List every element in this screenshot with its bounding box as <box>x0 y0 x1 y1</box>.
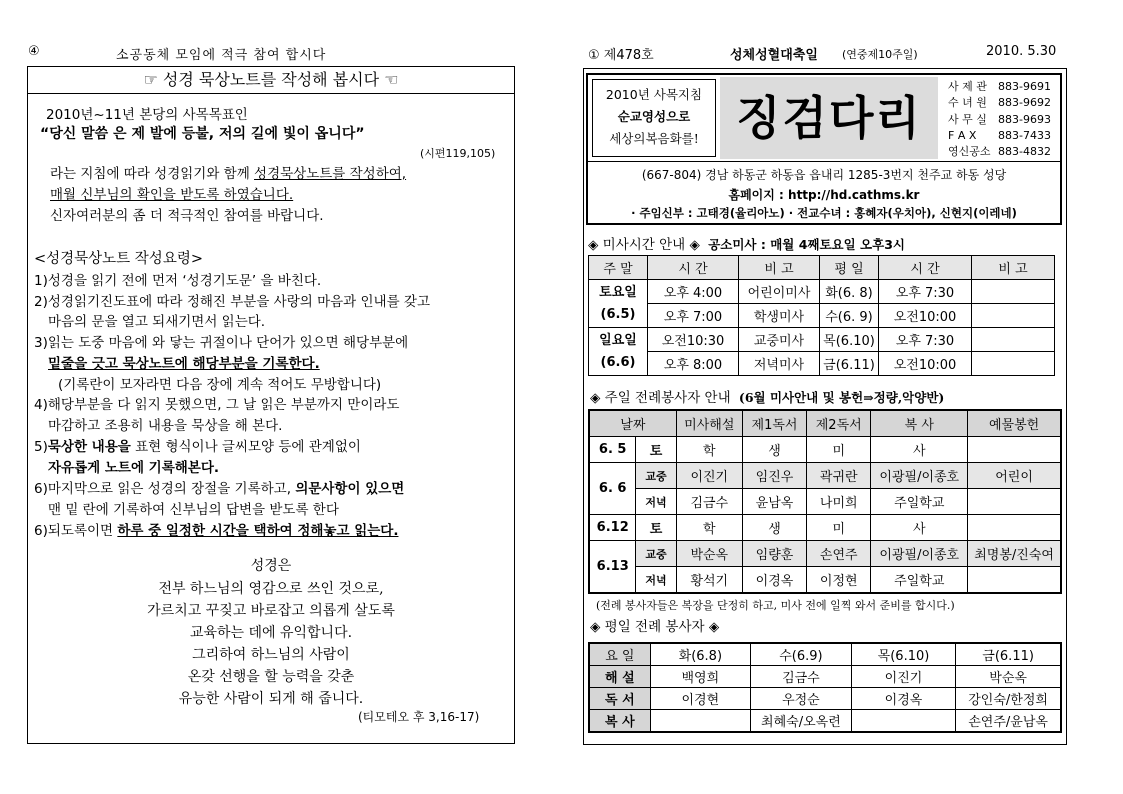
table-cell: 손연주/윤남옥 <box>956 710 1061 733</box>
table-cell: 임진우 <box>742 463 806 489</box>
table-cell: 강인숙/한정희 <box>956 688 1061 710</box>
church-address: (667-804) 경남 하동군 하동읍 읍내리 1285-3번지 천주교 하동 성당 <box>641 168 1007 182</box>
table-cell: 시 간 <box>879 256 972 280</box>
pastoral-motto: 2010년 사목지침 순교영성으로 세상의복음화를! <box>592 79 716 157</box>
table-cell: 이진기 <box>676 463 742 489</box>
table-cell: 최혜숙/오옥련 <box>751 710 852 733</box>
table-cell: 생 <box>742 437 806 463</box>
table-cell: 박순옥 <box>676 541 742 567</box>
intro-line: 신자여러분의 좀 더 적극적인 참여를 바랍니다. <box>50 208 324 224</box>
table-cell: 오전10:00 <box>879 304 972 328</box>
mass-day-cell: 토요일 (6.5) <box>589 280 648 328</box>
table-cell: 오후 4:00 <box>648 280 739 304</box>
table-cell: 화(6.8) <box>650 643 750 666</box>
issue-number: ① 제478호 <box>588 48 654 63</box>
guide-item: 밑줄을 긋고 묵상노트에 해당부분을 기록한다. <box>48 356 320 372</box>
duty-footnote: (전례 봉사자들은 복장을 단정히 하고, 미사 전에 일찍 와서 준비를 합시다.) <box>596 599 955 612</box>
table-cell: 시 간 <box>648 256 739 280</box>
contact-field: 883-4832 <box>998 145 1051 159</box>
table-cell: 임량훈 <box>742 541 806 567</box>
scripture-title: 성경은 <box>250 558 292 574</box>
table-cell: 금(6.11) <box>956 643 1061 666</box>
table-cell: 곽귀란 <box>807 463 871 489</box>
table-cell: 학 <box>676 515 742 541</box>
table-cell: 복 사 <box>871 410 968 437</box>
table-cell: 오후 8:00 <box>648 352 739 376</box>
left-page-header <box>28 44 518 62</box>
table-cell: 제2독서 <box>807 410 871 437</box>
table-cell: 미 <box>807 515 871 541</box>
intro-line: 2010년~11년 본당의 사목목표인 <box>46 107 248 123</box>
intro-line: 매월 신부님의 확인을 받도록 하였습니다. <box>50 187 294 203</box>
table-cell: 백영희 <box>650 666 750 688</box>
table-cell: 이진기 <box>851 666 955 688</box>
table-cell: 이경옥 <box>742 567 806 594</box>
guide-item: 1)성경을 읽기 전에 먼저 ‘성경기도문’ 을 바친다. <box>34 273 322 289</box>
guide-item: 마음의 문을 열고 되새기면서 읽는다. <box>48 314 266 330</box>
table-cell: 독 서 <box>589 688 650 710</box>
table-cell: 나미희 <box>807 489 871 515</box>
scripture-line: 유능한 사람이 되게 해 줍니다. <box>178 691 364 707</box>
table-cell: 김금수 <box>676 489 742 515</box>
table-cell: 요 일 <box>589 643 650 666</box>
table-cell: 학생미사 <box>739 304 820 328</box>
table-cell: 해 설 <box>589 666 650 688</box>
table-cell: 오후 7:30 <box>879 280 972 304</box>
table-cell: 어린이 <box>968 463 1061 489</box>
table-cell: 교중 <box>636 541 676 567</box>
intro-line: 라는 지침에 따라 성경읽기와 함께 성경묵상노트를 작성하여, <box>50 166 407 182</box>
contact-field: F A X <box>948 128 977 142</box>
table-cell: 윤남옥 <box>742 489 806 515</box>
table-cell: 학 <box>676 437 742 463</box>
table-cell: 수(6.9) <box>751 643 852 666</box>
table-cell: 목(6.10) <box>851 643 955 666</box>
table-cell: 오후 7:00 <box>648 304 739 328</box>
table-cell: 목(6.10) <box>820 328 879 352</box>
duty-heading: ◈ 주일 전례봉사자 안내 (6월 미사안내 및 봉헌⇒정량,악양반) <box>590 390 945 406</box>
table-cell: 예물봉헌 <box>968 410 1061 437</box>
table-cell: 평 일 <box>820 256 879 280</box>
header-motto: 소공동체 모임에 적극 참여 합시다 <box>116 48 327 63</box>
right-page-border <box>583 68 1067 745</box>
guide-item: 6)마지막으로 읽은 성경의 장절을 기록하고, 의문사항이 있으면 <box>34 481 405 497</box>
table-cell: 교중미사 <box>739 328 820 352</box>
table-cell: 사 <box>871 515 968 541</box>
contact-field: 사 제 관 <box>948 80 987 93</box>
homepage-url: 홈페이지 : http://hd.cathms.kr <box>728 188 920 202</box>
table-cell: 어린이미사 <box>739 280 820 304</box>
table-cell: 미 <box>807 437 871 463</box>
table-cell: 비 고 <box>739 256 820 280</box>
table-cell: 손연주 <box>807 541 871 567</box>
guide-item: 4)해당부분을 다 읽지 못했으면, 그 날 읽은 부분까지 만이라도 <box>34 397 400 413</box>
guide-item: 3)읽는 도중 마음에 와 닿는 귀절이나 단어가 있으면 해당부분에 <box>34 335 409 351</box>
weekday-heading: ◈ 평일 전례 봉사자 ◈ <box>590 619 720 635</box>
table-cell: 6. 6 <box>589 463 636 515</box>
table-cell: 이광필/이종호 <box>871 541 968 567</box>
page-number: ④ <box>28 44 40 59</box>
table-cell: 금(6.11) <box>820 352 879 376</box>
feast-subtitle: (연중제10주일) <box>842 48 918 61</box>
table-cell: 사 <box>871 437 968 463</box>
guide-item: 마감하고 조용히 내용을 묵상을 해 본다. <box>48 418 283 434</box>
scripture-line: 온갖 선행을 할 능력을 갖춘 <box>187 669 355 685</box>
meditation-note-box <box>27 66 515 744</box>
table-cell: 저녁 <box>636 567 676 594</box>
table-cell: 비 고 <box>972 256 1055 280</box>
table-cell: 오전10:30 <box>648 328 739 352</box>
guide-item: 6)되도록이면 하루 중 일정한 시간을 택하여 정해놓고 읽는다. <box>34 523 399 539</box>
table-cell: 6. 5 <box>589 437 636 463</box>
table-cell: 교중 <box>636 463 676 489</box>
feast-title: 성체성혈대축일 <box>730 48 818 63</box>
contact-field: 883-9693 <box>998 112 1051 126</box>
table-cell: 최명봉/진숙여 <box>968 541 1061 567</box>
table-cell: 미사해설 <box>676 410 742 437</box>
table-cell: 6.13 <box>589 541 636 594</box>
scripture-reference: (티모테오 후 3,16-17) <box>358 710 480 724</box>
table-cell: 수(6. 9) <box>820 304 879 328</box>
scripture-line: 전부 하느님의 영감으로 쓰인 것으로, <box>158 581 384 597</box>
contact-field: 수 녀 원 <box>948 96 987 110</box>
quote-reference: (시편119,105) <box>420 147 496 160</box>
guide-item: (기록란이 모자라면 다음 장에 계속 적어도 무방합니다) <box>58 377 382 393</box>
contact-field: 883-7433 <box>998 128 1051 142</box>
table-cell: 화(6. 8) <box>820 280 879 304</box>
intro-quote: “당신 말씀 은 제 발에 등불, 저의 길에 빛이 옵니다” <box>40 126 365 142</box>
table-cell: 토 <box>636 437 676 463</box>
guide-item: 맨 밑 란에 기록하여 신부님의 답변을 받도록 한다 <box>48 502 339 518</box>
table-cell: 오후 7:30 <box>879 328 972 352</box>
table-cell: 이정현 <box>807 567 871 594</box>
table-cell: 오전10:00 <box>879 352 972 376</box>
table-cell: 제1독서 <box>742 410 806 437</box>
newsletter-logo: 징검다리 <box>720 77 938 159</box>
table-cell: 저녁 <box>636 489 676 515</box>
table-cell: 토 <box>636 515 676 541</box>
table-cell: 이경현 <box>650 688 750 710</box>
table-cell: 주일학교 <box>871 489 968 515</box>
table-cell: 주 말 <box>589 256 648 280</box>
issue-date: 2010. 5.30 <box>986 44 1057 59</box>
contact-field: 영신공소 <box>948 145 991 159</box>
right-page-header <box>588 44 1068 62</box>
table-cell: 김금수 <box>751 666 852 688</box>
mass-heading: ◈ 미사시간 안내 ◈ 공소미사 : 매월 4째토요일 오후3시 <box>588 237 905 253</box>
table-cell: 복 사 <box>589 710 650 733</box>
table-cell: 날짜 <box>589 410 676 437</box>
guide-item: 2)성경읽기진도표에 따라 정해진 부분을 사랑의 마음과 인내를 갖고 <box>34 294 431 310</box>
table-cell: 생 <box>742 515 806 541</box>
box-title: ☞ 성경 묵상노트를 작성해 봅시다 ☜ <box>28 67 514 94</box>
table-cell: 주일학교 <box>871 567 968 594</box>
table-cell: 이경옥 <box>851 688 955 710</box>
table-cell: 6.12 <box>589 515 636 541</box>
mass-day-cell: 일요일 (6.6) <box>589 328 648 376</box>
scripture-line: 그리하여 하느님의 사람이 <box>192 647 350 663</box>
table-cell: 황석기 <box>676 567 742 594</box>
contact-field: 883-9691 <box>998 80 1051 93</box>
table-cell: 저녁미사 <box>739 352 820 376</box>
table-cell: 우정순 <box>751 688 852 710</box>
contact-field: 사 무 실 <box>948 112 987 126</box>
scripture-line: 교육하는 데에 유익합니다. <box>189 625 353 641</box>
table-cell: 박순옥 <box>956 666 1061 688</box>
contact-field: 883-9692 <box>998 96 1051 110</box>
guide-item: 자유롭게 노트에 기록해본다. <box>48 460 220 476</box>
table-cell: 이광필/이종호 <box>871 463 968 489</box>
staff-list: · 주임신부 : 고태경(율리아노) · 전교수녀 : 홍혜자(우치아), 신현지(이레네) <box>631 206 1017 220</box>
guide-item: 5)묵상한 내용을 표현 형식이나 글씨모양 등에 관계없이 <box>34 439 361 455</box>
scripture-line: 가르치고 꾸짖고 바로잡고 의롭게 살도록 <box>147 603 395 619</box>
guide-title: <성경묵상노트 작성요령> <box>34 251 203 267</box>
